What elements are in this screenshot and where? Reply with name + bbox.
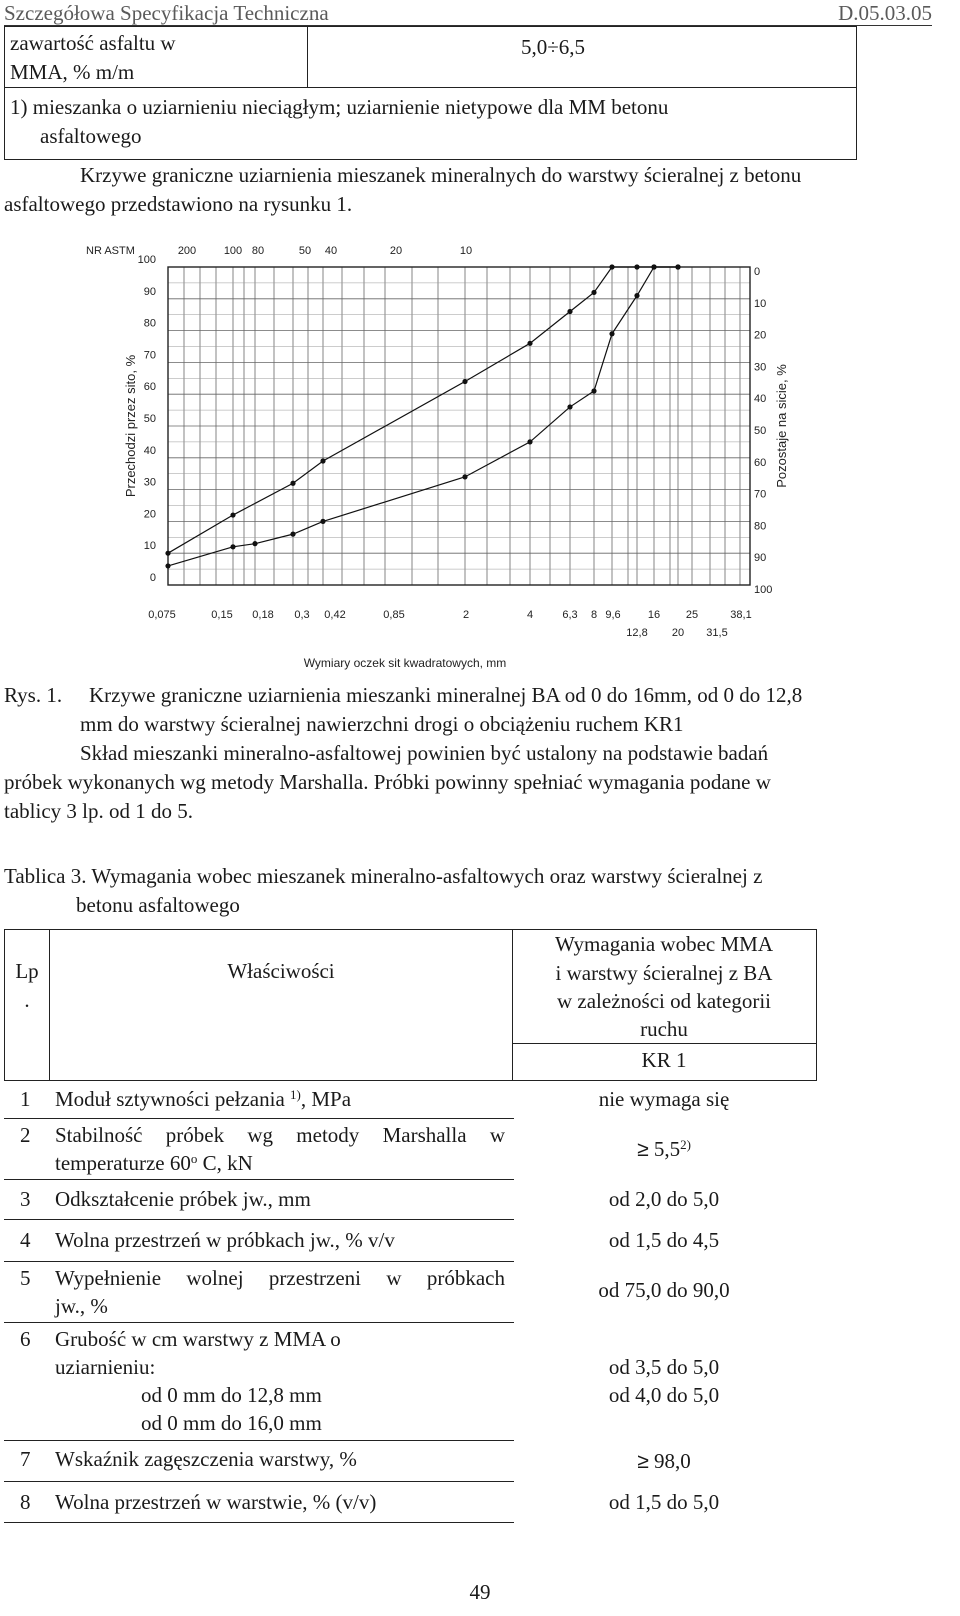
left-tick-label: 100 (137, 254, 156, 266)
row4-lp: 4 (20, 1228, 31, 1252)
left-tick-label: 60 (143, 381, 156, 394)
row4-requirement: od 1,5 do 4,5 (608, 1228, 720, 1252)
row6-requirement-2: od 4,0 do 5,0 (608, 1383, 720, 1407)
data-point (230, 544, 235, 549)
table-row-line (4, 1522, 514, 1523)
data-point (527, 439, 532, 444)
x-tick-label: 0,15 (211, 609, 233, 621)
right-tick-label: 20 (754, 329, 767, 342)
left-tick-label: 80 (143, 317, 156, 330)
data-point (591, 290, 596, 295)
data-point (320, 519, 325, 524)
x-tick-label: 0,42 (324, 609, 346, 621)
footnote-1-line1: 1) mieszanka o uziarnieniu nieciągłym; uziarnienie nietypowe dla MM betonu (10, 95, 669, 119)
table-row-line (4, 1219, 514, 1220)
right-tick-label: 0 (754, 266, 761, 278)
x-tick-label: 2 (462, 609, 470, 621)
top-tick-label: 100 (223, 245, 243, 257)
top-tick-label: 50 (298, 245, 312, 257)
data-point (165, 551, 170, 556)
right-tick-label: 10 (754, 297, 767, 310)
table-row-line (4, 1261, 514, 1262)
header-requirements-2: i warstwy ścieralnej z BA (555, 961, 773, 985)
data-point (320, 458, 325, 463)
x-tick-label: 31,5 (706, 627, 728, 639)
row6-property-4: od 0 mm do 16,0 mm (141, 1411, 322, 1435)
row5-property-1: Wypełnienie wolnej przestrzeni w próbkach (55, 1266, 505, 1290)
data-point (609, 264, 614, 269)
data-point (462, 379, 467, 384)
paragraph-line1: Skład mieszanki mineralno-asfaltowej powinien być ustalony na podstawie badań (80, 741, 769, 765)
row3-property: Odkształcenie próbek jw., mm (55, 1187, 311, 1211)
data-point (462, 474, 467, 479)
data-point (634, 293, 639, 298)
row8-lp: 8 (20, 1490, 31, 1514)
x-tick-label: 0,18 (252, 609, 274, 621)
row5-property-2: jw., % (55, 1294, 108, 1318)
table-row-line (4, 1322, 514, 1323)
left-tick-label: 70 (143, 349, 156, 362)
right-tick-label: 40 (754, 393, 767, 406)
right-tick-label: 100 (754, 584, 773, 596)
table-row-line (4, 1481, 514, 1482)
chart-grid (168, 267, 750, 585)
data-point (651, 264, 656, 269)
header-kr1: KR 1 (641, 1048, 687, 1072)
x-tick-label: 25 (685, 609, 699, 621)
table-header-bottom (4, 1080, 817, 1081)
left-tick-label: 20 (143, 508, 156, 521)
top-tick-label: 10 (459, 245, 473, 257)
header-lp-dot: . (24, 988, 30, 1012)
top-tick-label: 80 (251, 245, 265, 257)
data-point (230, 512, 235, 517)
x-tick-label: 6,3 (562, 609, 578, 621)
left-tick-label: 30 (143, 476, 156, 489)
row1-property: Moduł sztywności pełzania $^{1)}$, MPa (55, 1087, 352, 1111)
figure-label: Rys. 1. (4, 683, 63, 707)
x-tick-label: 4 (526, 609, 534, 621)
row5-lp: 5 (20, 1266, 31, 1290)
header-requirements-4: ruchu (640, 1017, 688, 1041)
table-row-line (4, 1118, 514, 1119)
row2-property-2: temperaturze 60$^o$ C, kN (55, 1151, 253, 1175)
row6-property-1: Grubość w cm warstwy z MMA o (55, 1327, 341, 1351)
data-point (527, 341, 532, 346)
x-tick-label: 16 (647, 609, 661, 621)
row2-lp: 2 (20, 1123, 31, 1147)
right-tick-label: 50 (754, 425, 767, 437)
table-title-line2: betonu asfaltowego (76, 893, 240, 917)
right-tick-label: 70 (754, 488, 767, 501)
x-tick-label: 0,3 (294, 609, 310, 621)
row6-property-2: uziarnieniu: (55, 1355, 156, 1379)
data-point (290, 481, 295, 486)
header-requirements-3: w zależności od kategorii (557, 989, 771, 1013)
row1-requirement: nie wymaga się (598, 1087, 730, 1111)
top-tick-label: 40 (324, 245, 338, 257)
data-point (252, 541, 257, 546)
right-tick-label: 60 (754, 456, 767, 469)
right-tick-label: 90 (754, 552, 767, 565)
left-tick-label: 0 (149, 572, 156, 584)
left-tick-label: 90 (143, 285, 156, 298)
asphalt-content-value: 5,0÷6,5 (520, 35, 586, 59)
row4-property: Wolna przestrzeń w próbkach jw., % v/v (55, 1228, 395, 1252)
data-point (567, 309, 572, 314)
intro-line1: Krzywe graniczne uziarnienia mieszanek mineralnych do warstwy ścieralnej z betonu (80, 163, 802, 187)
right-axis-title: Pozostaje na sicie, % (774, 364, 789, 488)
footnote-1-line2: asfaltowego (40, 124, 142, 148)
data-point (290, 532, 295, 537)
x-tick-label: 0,85 (383, 609, 405, 621)
figure-caption-line2: mm do warstwy ścieralnej nawierzchni drogi o obciążeniu ruchem KR1 (80, 712, 684, 736)
document-code: D.05.03.05 (838, 1, 932, 25)
top-axis-title: NR ASTM (86, 245, 135, 257)
left-tick-label: 50 (143, 413, 156, 425)
row8-property: Wolna przestrzeń w warstwie, % (v/v) (55, 1490, 377, 1514)
asphalt-content-label-1: zawartość asfaltu w (10, 31, 176, 55)
row7-requirement: ≥ 98,0 (637, 1449, 691, 1473)
right-tick-label: 30 (754, 361, 767, 374)
left-tick-label: 40 (143, 444, 156, 457)
page-number: 49 (469, 1580, 491, 1604)
x-tick-label: 38,1 (730, 609, 752, 621)
paragraph-line2: próbek wykonanych wg metody Marshalla. Próbki powinny spełniać wymagania podane w (4, 770, 771, 794)
top-tick-label: 20 (389, 245, 403, 257)
table-row-line (4, 1179, 514, 1180)
intro-line2: asfaltowego przedstawiono na rysunku 1. (4, 192, 353, 216)
left-axis-title: Przechodzi przez sito, % (123, 354, 138, 498)
table-right-border (816, 929, 817, 1080)
document-title: Szczegółowa Specyfikacja Techniczna (4, 1, 329, 25)
x-tick-label: 8 (590, 609, 598, 621)
header-lp: Lp (15, 959, 39, 983)
left-tick-label: 10 (143, 540, 156, 553)
x-tick-label: 20 (671, 627, 685, 639)
row3-lp: 3 (20, 1187, 31, 1211)
paragraph-line3: tablicy 3 lp. od 1 do 5. (4, 799, 193, 823)
x-tick-label: 12,8 (626, 627, 648, 639)
data-point (567, 404, 572, 409)
table-title-line1: Tablica 3. Wymagania wobec mieszanek mineralno-asfaltowych oraz warstwy ścieralnej z (4, 864, 763, 888)
row7-property: Wskaźnik zagęszczenia warstwy, % (55, 1447, 357, 1471)
row2-requirement: ≥ $5,5^{2)}$ (637, 1137, 691, 1161)
right-tick-label: 80 (754, 520, 767, 533)
data-point (634, 264, 639, 269)
row6-requirement-1: od 3,5 do 5,0 (608, 1355, 720, 1379)
grading-curves-chart (80, 240, 800, 680)
header-properties: Właściwości (227, 959, 335, 983)
top-tick-label: 200 (177, 245, 197, 257)
row5-requirement: od 75,0 do 90,0 (598, 1278, 730, 1302)
row8-requirement: od 1,5 do 5,0 (608, 1490, 720, 1514)
table-row-line (4, 1440, 514, 1441)
x-tick-label: 0,075 (148, 609, 176, 621)
data-point (609, 331, 614, 336)
x-axis-title: Wymiary oczek sit kwadratowych, mm (303, 656, 507, 670)
row1-lp: 1 (20, 1087, 31, 1111)
row7-lp: 7 (20, 1447, 31, 1471)
figure-caption-line1: Krzywe graniczne uziarnienia mieszanki mineralnej BA od 0 do 16mm, od 0 do 12,8 (89, 683, 803, 707)
data-point (165, 563, 170, 568)
x-tick-label: 9,6 (605, 609, 621, 621)
chart-series (165, 264, 680, 568)
header-requirements-1: Wymagania wobec MMA (554, 932, 773, 956)
row6-lp: 6 (20, 1327, 31, 1351)
row2-property-1: Stabilność próbek wg metody Marshalla w (55, 1123, 505, 1147)
asphalt-content-label-2: MMA, % m/m (10, 60, 135, 84)
data-point (675, 264, 680, 269)
row3-requirement: od 2,0 do 5,0 (608, 1187, 720, 1211)
table-row-divider (4, 87, 857, 88)
row6-property-3: od 0 mm do 12,8 mm (141, 1383, 322, 1407)
data-point (591, 388, 596, 393)
